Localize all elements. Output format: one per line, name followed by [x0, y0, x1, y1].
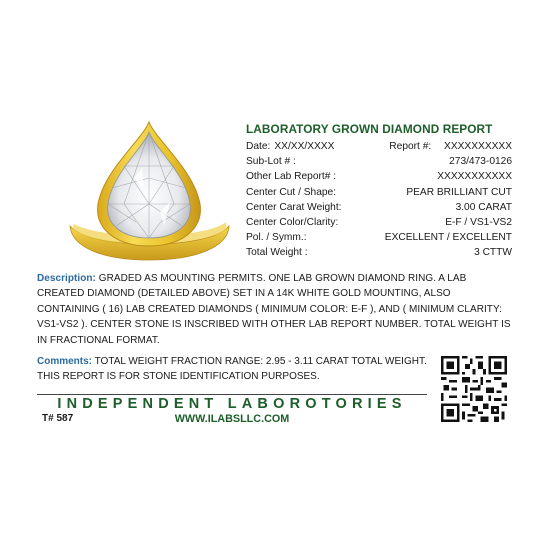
spec-label: Sub-Lot # :: [246, 156, 296, 168]
spec-label: Center Carat Weight:: [246, 201, 342, 213]
polish-symmetry-row: [246, 230, 512, 245]
center-color-clarity-row: [246, 215, 512, 230]
spec-value: 3 CTTW: [474, 247, 512, 259]
other-lab-report-row: [246, 169, 512, 184]
spec-label: Total Weight :: [246, 247, 308, 259]
sub-lot-row: [246, 154, 512, 169]
spec-label: Center Cut / Shape:: [246, 186, 337, 198]
report-number-label: Report #:: [389, 141, 432, 152]
spec-value: 273/473-0126: [449, 156, 512, 168]
spec-value: 3.00 CARAT: [455, 201, 512, 213]
comments-block: [37, 354, 427, 385]
date-row: [246, 139, 512, 154]
tracking-number: T# 587: [42, 413, 74, 424]
description-label: Description:: [37, 273, 96, 284]
center-carat-row: [246, 200, 512, 215]
description-text: GRADED AS MOUNTING PERMITS. ONE LAB GROWN DIAMOND RING. A LAB CREATED DIAMOND (DETAILED ABOVE) SET IN A 14K WHITE GOLD MOUNTING, ALSO CONTAINING ( 16) LAB CREATED DIAMONDS ( MINIMUM COLOR: E-F ), AND ( MINIMUM CLARITY: VS1-VS2 ). CENTER STONE IS INSCRIBED WITH OTHER LAB REPORT NUMBER. TOTAL WEIGHT IS IN FRACTIONAL FORMAT.: [37, 273, 511, 346]
comments-label: Comments:: [37, 356, 93, 367]
comments-text: TOTAL WEIGHT FRACTION RANGE: 2.95 - 3.11 CARAT TOTAL WEIGHT. THIS REPORT IS FOR STONE IDENTIFICATION PURPOSES.: [37, 356, 427, 383]
date-label: Date:: [246, 141, 271, 152]
report-title: LABORATORY GROWN DIAMOND REPORT: [246, 122, 493, 136]
spec-label: Pol. / Symm.:: [246, 232, 307, 244]
footer-divider: [37, 394, 427, 395]
qr-code-icon[interactable]: [441, 356, 507, 422]
description-block: [37, 271, 515, 348]
center-cut-row: [246, 185, 512, 200]
spec-value: E-F / VS1-VS2: [445, 216, 512, 228]
spec-value: PEAR BRILLIANT CUT: [406, 186, 512, 198]
spec-value: EXCELLENT / EXCELLENT: [384, 232, 512, 244]
report-number-value: XXXXXXXXXX: [444, 141, 512, 152]
pear-diamond-ring-image: [64, 118, 234, 268]
spec-label: Center Color/Clarity:: [246, 216, 339, 228]
spec-label: Other Lab Report# :: [246, 171, 337, 183]
website-link[interactable]: WWW.ILABSLLC.COM: [174, 413, 290, 425]
date-value: XX/XX/XXXX: [274, 141, 335, 152]
total-weight-row: [246, 245, 512, 260]
lab-name: INDEPENDENT LABOROTORIES: [57, 396, 407, 412]
spec-table: [246, 139, 512, 261]
spec-value: XXXXXXXXXXX: [437, 171, 512, 183]
